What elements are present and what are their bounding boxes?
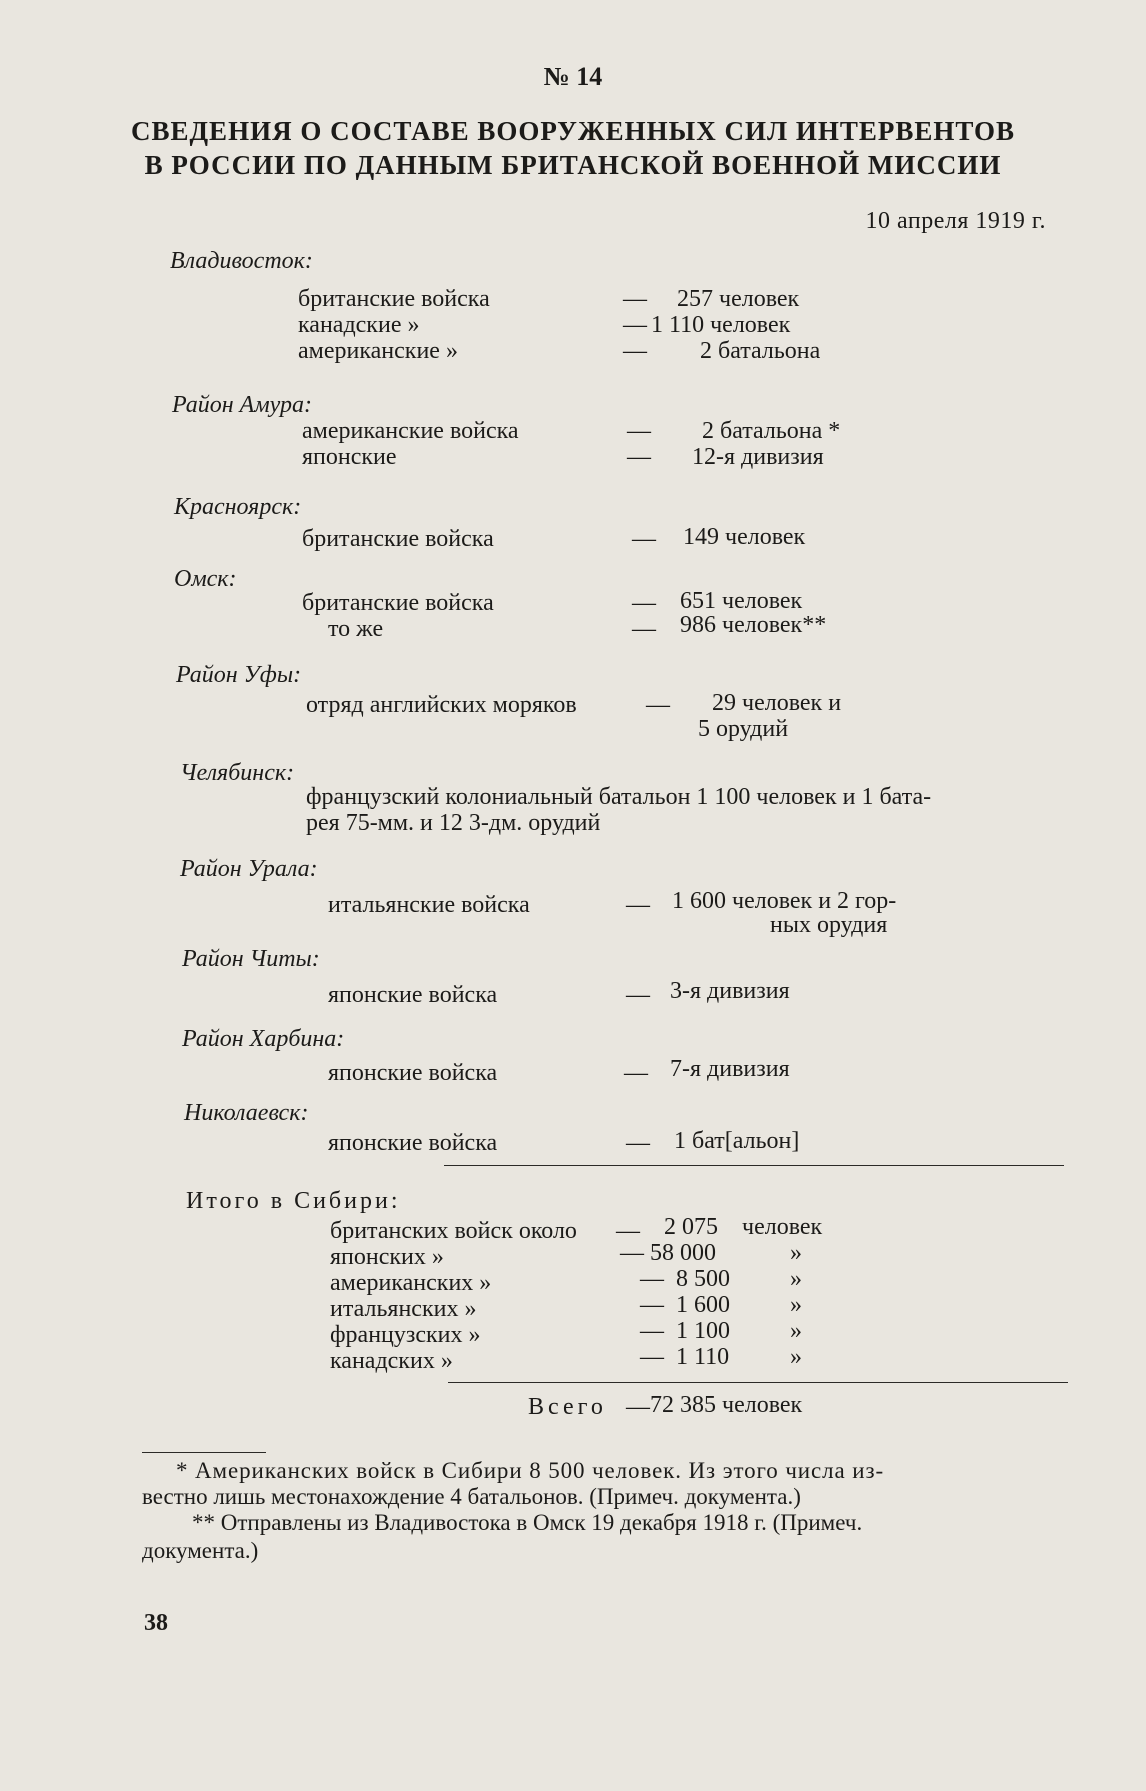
row-value: 7-я дивизия: [670, 1056, 790, 1082]
place-heading: Челябинск:: [180, 760, 295, 786]
row-value: 651 человек: [680, 588, 803, 614]
row-value: 3-я дивизия: [670, 978, 790, 1004]
grand-total-dash: —: [626, 1394, 650, 1420]
total-row-unit: »: [790, 1240, 802, 1266]
row-value: 1 600 человек и 2 гор-: [672, 888, 897, 914]
total-row-dash: —: [616, 1218, 640, 1244]
row-dash: —: [632, 590, 656, 616]
row-label: то же: [328, 616, 384, 642]
row-value: 149 человек: [683, 524, 806, 550]
total-row-label: французских »: [330, 1322, 481, 1348]
footnote-line: документа.): [142, 1538, 259, 1563]
row-label: японские войска: [328, 1060, 498, 1086]
total-row-unit: »: [790, 1292, 802, 1318]
total-row-label: американских »: [330, 1270, 492, 1296]
row-label: японские войска: [328, 1130, 498, 1156]
footnote-rule: [142, 1452, 266, 1453]
row-dash: —: [626, 1130, 650, 1156]
total-row-value: 1 110: [676, 1344, 730, 1370]
total-row-label: итальянских »: [330, 1296, 477, 1322]
place-heading: Красноярск:: [174, 494, 302, 520]
total-row-value: 8 500: [676, 1266, 730, 1292]
page-number: 38: [144, 1610, 168, 1636]
footnote-line: вестно лишь местонахождение 4 батальонов. (Примеч. документа.): [142, 1484, 801, 1509]
row-value-continued: ных орудия: [770, 912, 888, 938]
row-dash: —: [626, 982, 650, 1008]
row-value-continued: 5 орудий: [698, 716, 789, 742]
place-heading: Район Урала:: [180, 856, 318, 882]
total-row-dash: —: [620, 1240, 644, 1266]
total-row-dash: —: [640, 1266, 664, 1292]
row-label: отряд английских моряков: [306, 692, 577, 718]
row-dash: —: [623, 286, 647, 312]
row-value: 1 бат[альон]: [674, 1128, 800, 1154]
total-row-unit: »: [790, 1266, 802, 1292]
row-label: американские войска: [302, 418, 519, 444]
row-value: 2 батальона: [700, 338, 821, 364]
place-heading: Район Амура:: [172, 392, 312, 418]
document-date: 10 апреля 1919 г.: [865, 208, 1046, 234]
footnote-line: ** Отправлены из Владивостока в Омск 19 декабря 1918 г. (Примеч.: [192, 1510, 863, 1535]
document-title-line-2: В РОССИИ ПО ДАННЫМ БРИТАНСКОЙ ВОЕННОЙ МИССИИ: [144, 150, 1002, 180]
row-dash: —: [627, 444, 651, 470]
grand-total-value: 72 385 человек: [650, 1392, 803, 1418]
divider: [444, 1165, 1064, 1166]
row-label: британские войска: [302, 590, 494, 616]
document-title-line-1: СВЕДЕНИЯ О СОСТАВЕ ВООРУЖЕННЫХ СИЛ ИНТЕРВЕНТОВ: [130, 116, 1016, 146]
row-dash: —: [646, 692, 670, 718]
row-dash: —: [624, 1060, 648, 1086]
row-dash: —: [627, 418, 651, 444]
total-row-label: канадских »: [330, 1348, 453, 1374]
place-heading: Район Уфы:: [176, 662, 302, 688]
row-dash: —: [623, 338, 647, 364]
paragraph-line: рея 75-мм. и 12 3-дм. орудий: [306, 810, 601, 836]
paragraph-line: французский колониальный батальон 1 100 человек и 1 бата-: [306, 784, 932, 810]
row-value: 29 человек и: [712, 690, 842, 716]
total-row-value: 1 100: [676, 1318, 730, 1344]
total-row-dash: —: [640, 1292, 664, 1318]
totals-heading: Итого в Сибири:: [186, 1188, 401, 1214]
row-dash: —: [626, 892, 650, 918]
place-heading: Николаевск:: [184, 1100, 309, 1126]
total-row-unit: »: [790, 1344, 802, 1370]
row-label: британские войска: [298, 286, 490, 312]
row-label: канадские »: [298, 312, 420, 338]
row-label: японские: [302, 444, 397, 470]
row-label: итальянские войска: [328, 892, 530, 918]
row-value: 12-я дивизия: [692, 444, 824, 470]
total-row-dash: —: [640, 1318, 664, 1344]
total-row-value: 58 000: [650, 1240, 716, 1266]
document-number: № 14: [543, 62, 603, 91]
place-heading: Район Харбина:: [182, 1026, 345, 1052]
row-label: американские »: [298, 338, 458, 364]
row-value: 1 110 человек: [651, 312, 791, 338]
place-heading: Омск:: [174, 566, 237, 592]
total-row-dash: —: [640, 1344, 664, 1370]
grand-total-label: Всего: [528, 1394, 607, 1420]
place-heading: Владивосток:: [170, 248, 313, 274]
total-row-label: британских войск около: [330, 1218, 577, 1244]
row-label: японские войска: [328, 982, 498, 1008]
row-dash: —: [632, 616, 656, 642]
place-heading: Район Читы:: [182, 946, 320, 972]
row-value: 2 батальона *: [702, 418, 841, 444]
total-row-value: 1 600: [676, 1292, 730, 1318]
row-dash: —: [623, 312, 647, 338]
row-dash: —: [632, 526, 656, 552]
row-value: 986 человек**: [680, 612, 827, 638]
divider: [448, 1382, 1068, 1383]
total-row-value: 2 075: [664, 1214, 718, 1240]
total-row-unit: человек: [742, 1214, 823, 1240]
row-value: 257 человек: [677, 286, 800, 312]
footnote-line: * Американских войск в Сибири 8 500 человек. Из этого числа из-: [176, 1458, 884, 1483]
total-row-label: японских »: [330, 1244, 444, 1270]
row-label: британские войска: [302, 526, 494, 552]
total-row-unit: »: [790, 1318, 802, 1344]
